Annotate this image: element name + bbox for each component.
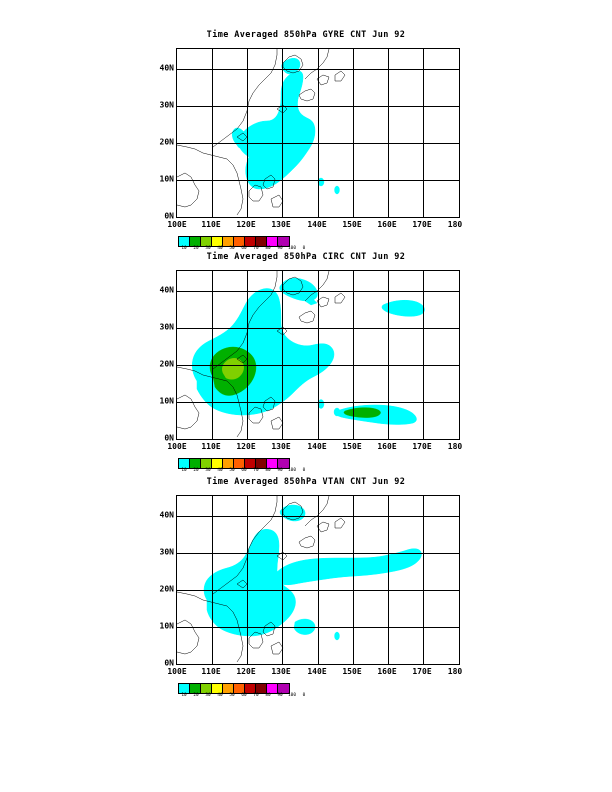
ytick-0n: 0N: [164, 211, 174, 221]
xtick-150e: 150E: [342, 667, 362, 676]
contour-fill-level10: [232, 58, 339, 194]
cb-label-10: 10: [181, 246, 187, 251]
cb-cell-40: [212, 237, 223, 246]
xtick-180: 180: [447, 442, 463, 451]
cb-cell-10: [179, 684, 190, 693]
cb-label-100: 100: [288, 693, 296, 698]
cb-label-60: 60: [241, 468, 247, 473]
cb-label-90: 90: [277, 468, 283, 473]
cb-cell-100: [278, 237, 289, 246]
gridline-160e: [388, 496, 389, 664]
xtick-100e: 100E: [167, 220, 187, 229]
gridline-160e: [388, 49, 389, 217]
ytick-20n: 20N: [159, 359, 174, 369]
gridline-170e: [423, 496, 424, 664]
cb-cell-80: [256, 237, 267, 246]
ytick-30n: 30N: [159, 322, 174, 332]
cb-label-90: 90: [277, 246, 283, 251]
gridline-20n: [177, 365, 459, 366]
cb-cell-20: [190, 459, 201, 468]
xtick-140e: 140E: [307, 442, 327, 451]
cb-cell-60: [234, 459, 245, 468]
xtick-130e: 130E: [271, 220, 291, 229]
panel-vtan-title: Time Averaged 850hPa VTAN CNT Jun 92: [206, 477, 406, 487]
gridline-130e: [282, 271, 283, 439]
xtick-180: 180: [447, 220, 463, 229]
cb-label-80: 80: [265, 246, 271, 251]
gridline-120e: [247, 496, 248, 664]
panel-gyre-title: Time Averaged 850hPa GYRE CNT Jun 92: [206, 30, 406, 40]
cb-cell-80: [256, 684, 267, 693]
gridline-30n: [177, 328, 459, 329]
cb-cell-10: [179, 459, 190, 468]
gridline-110e: [212, 271, 213, 439]
panel-circ: [0, 252, 612, 473]
cb-cell-90: [267, 684, 278, 693]
ytick-20n: 20N: [159, 137, 174, 147]
gridline-150e: [353, 49, 354, 217]
cb-cell-70: [245, 237, 256, 246]
gridline-170e: [423, 271, 424, 439]
gridline-10n: [177, 627, 459, 628]
cb-cell-10: [179, 237, 190, 246]
cb-label-100: 100: [288, 468, 296, 473]
cb-label-70: 70: [253, 468, 259, 473]
cb-cell-40: [212, 459, 223, 468]
gridline-120e: [247, 49, 248, 217]
panel-gyre-plot: [176, 48, 460, 218]
colorbar-circ-labels: [172, 468, 304, 473]
panel-circ-title: Time Averaged 850hPa CIRC CNT Jun 92: [206, 252, 406, 262]
ytick-10n: 10N: [159, 621, 174, 631]
ytick-40n: 40N: [159, 285, 174, 295]
xtick-170e: 170E: [412, 667, 432, 676]
gridline-110e: [212, 496, 213, 664]
gridline-150e: [353, 271, 354, 439]
gridline-130e: [282, 49, 283, 217]
cb-cell-20: [190, 237, 201, 246]
xtick-160e: 160E: [377, 442, 397, 451]
ytick-30n: 30N: [159, 100, 174, 110]
cb-label-80: 80: [265, 468, 271, 473]
xtick-140e: 140E: [307, 220, 327, 229]
cb-label-end: 0: [302, 246, 306, 251]
cb-label-80: 80: [265, 693, 271, 698]
colorbar-vtan-labels: [172, 693, 304, 698]
gridline-130e: [282, 496, 283, 664]
xtick-160e: 160E: [377, 220, 397, 229]
cb-cell-40: [212, 684, 223, 693]
colorbar-gyre-labels: [172, 246, 304, 251]
ytick-30n: 30N: [159, 547, 174, 557]
xtick-120e: 120E: [236, 667, 256, 676]
cb-cell-90: [267, 459, 278, 468]
cb-cell-20: [190, 684, 201, 693]
xtick-150e: 150E: [342, 442, 362, 451]
cb-cell-70: [245, 459, 256, 468]
cb-label-30: 30: [205, 693, 211, 698]
panel-gyre: [0, 30, 612, 251]
cb-cell-70: [245, 684, 256, 693]
gridline-140e: [318, 271, 319, 439]
ytick-40n: 40N: [159, 510, 174, 520]
xtick-150e: 150E: [342, 220, 362, 229]
xtick-130e: 130E: [271, 442, 291, 451]
xtick-140e: 140E: [307, 667, 327, 676]
gridline-120e: [247, 271, 248, 439]
panel-circ-plot: [176, 270, 460, 440]
cb-cell-50: [223, 684, 234, 693]
cb-label-20: 20: [193, 468, 199, 473]
gridline-40n: [177, 516, 459, 517]
cb-label-40: 40: [217, 468, 223, 473]
panel-vtan: [0, 477, 612, 698]
cb-label-40: 40: [217, 246, 223, 251]
cb-label-end: 0: [302, 693, 306, 698]
cb-cell-90: [267, 237, 278, 246]
panel-vtan-plot: [176, 495, 460, 665]
xtick-110e: 110E: [201, 667, 221, 676]
gridline-150e: [353, 496, 354, 664]
cb-cell-50: [223, 237, 234, 246]
gridline-30n: [177, 106, 459, 107]
cb-label-20: 20: [193, 693, 199, 698]
xtick-130e: 130E: [271, 667, 291, 676]
ytick-0n: 0N: [164, 658, 174, 668]
gridline-40n: [177, 291, 459, 292]
ytick-10n: 10N: [159, 396, 174, 406]
xtick-110e: 110E: [201, 220, 221, 229]
cb-label-50: 50: [229, 246, 235, 251]
cb-cell-100: [278, 459, 289, 468]
ytick-0n: 0N: [164, 433, 174, 443]
ytick-40n: 40N: [159, 63, 174, 73]
cb-label-70: 70: [253, 693, 259, 698]
xtick-100e: 100E: [167, 667, 187, 676]
cb-label-60: 60: [241, 246, 247, 251]
cb-label-60: 60: [241, 693, 247, 698]
gridline-10n: [177, 402, 459, 403]
gridline-20n: [177, 143, 459, 144]
cb-label-70: 70: [253, 246, 259, 251]
cb-label-30: 30: [205, 246, 211, 251]
gridline-10n: [177, 180, 459, 181]
cb-cell-60: [234, 684, 245, 693]
xtick-170e: 170E: [412, 442, 432, 451]
cb-label-100: 100: [288, 246, 296, 251]
cb-cell-50: [223, 459, 234, 468]
gridline-160e: [388, 271, 389, 439]
xtick-160e: 160E: [377, 667, 397, 676]
gridline-170e: [423, 49, 424, 217]
cb-label-end: 0: [302, 468, 306, 473]
gridline-30n: [177, 553, 459, 554]
xtick-100e: 100E: [167, 442, 187, 451]
cb-label-50: 50: [229, 693, 235, 698]
xtick-180: 180: [447, 667, 463, 676]
gridline-40n: [177, 69, 459, 70]
cb-label-10: 10: [181, 468, 187, 473]
cb-label-50: 50: [229, 468, 235, 473]
cb-label-40: 40: [217, 693, 223, 698]
gridline-140e: [318, 496, 319, 664]
gridline-20n: [177, 590, 459, 591]
xtick-120e: 120E: [236, 442, 256, 451]
cb-label-30: 30: [205, 468, 211, 473]
cb-cell-80: [256, 459, 267, 468]
cb-cell-60: [234, 237, 245, 246]
cb-cell-30: [201, 459, 212, 468]
gridline-140e: [318, 49, 319, 217]
cb-label-20: 20: [193, 246, 199, 251]
xtick-120e: 120E: [236, 220, 256, 229]
cb-cell-30: [201, 237, 212, 246]
ytick-10n: 10N: [159, 174, 174, 184]
xtick-170e: 170E: [412, 220, 432, 229]
ytick-20n: 20N: [159, 584, 174, 594]
xtick-110e: 110E: [201, 442, 221, 451]
cb-label-90: 90: [277, 693, 283, 698]
cb-cell-100: [278, 684, 289, 693]
gridline-110e: [212, 49, 213, 217]
cb-label-10: 10: [181, 693, 187, 698]
cb-cell-30: [201, 684, 212, 693]
